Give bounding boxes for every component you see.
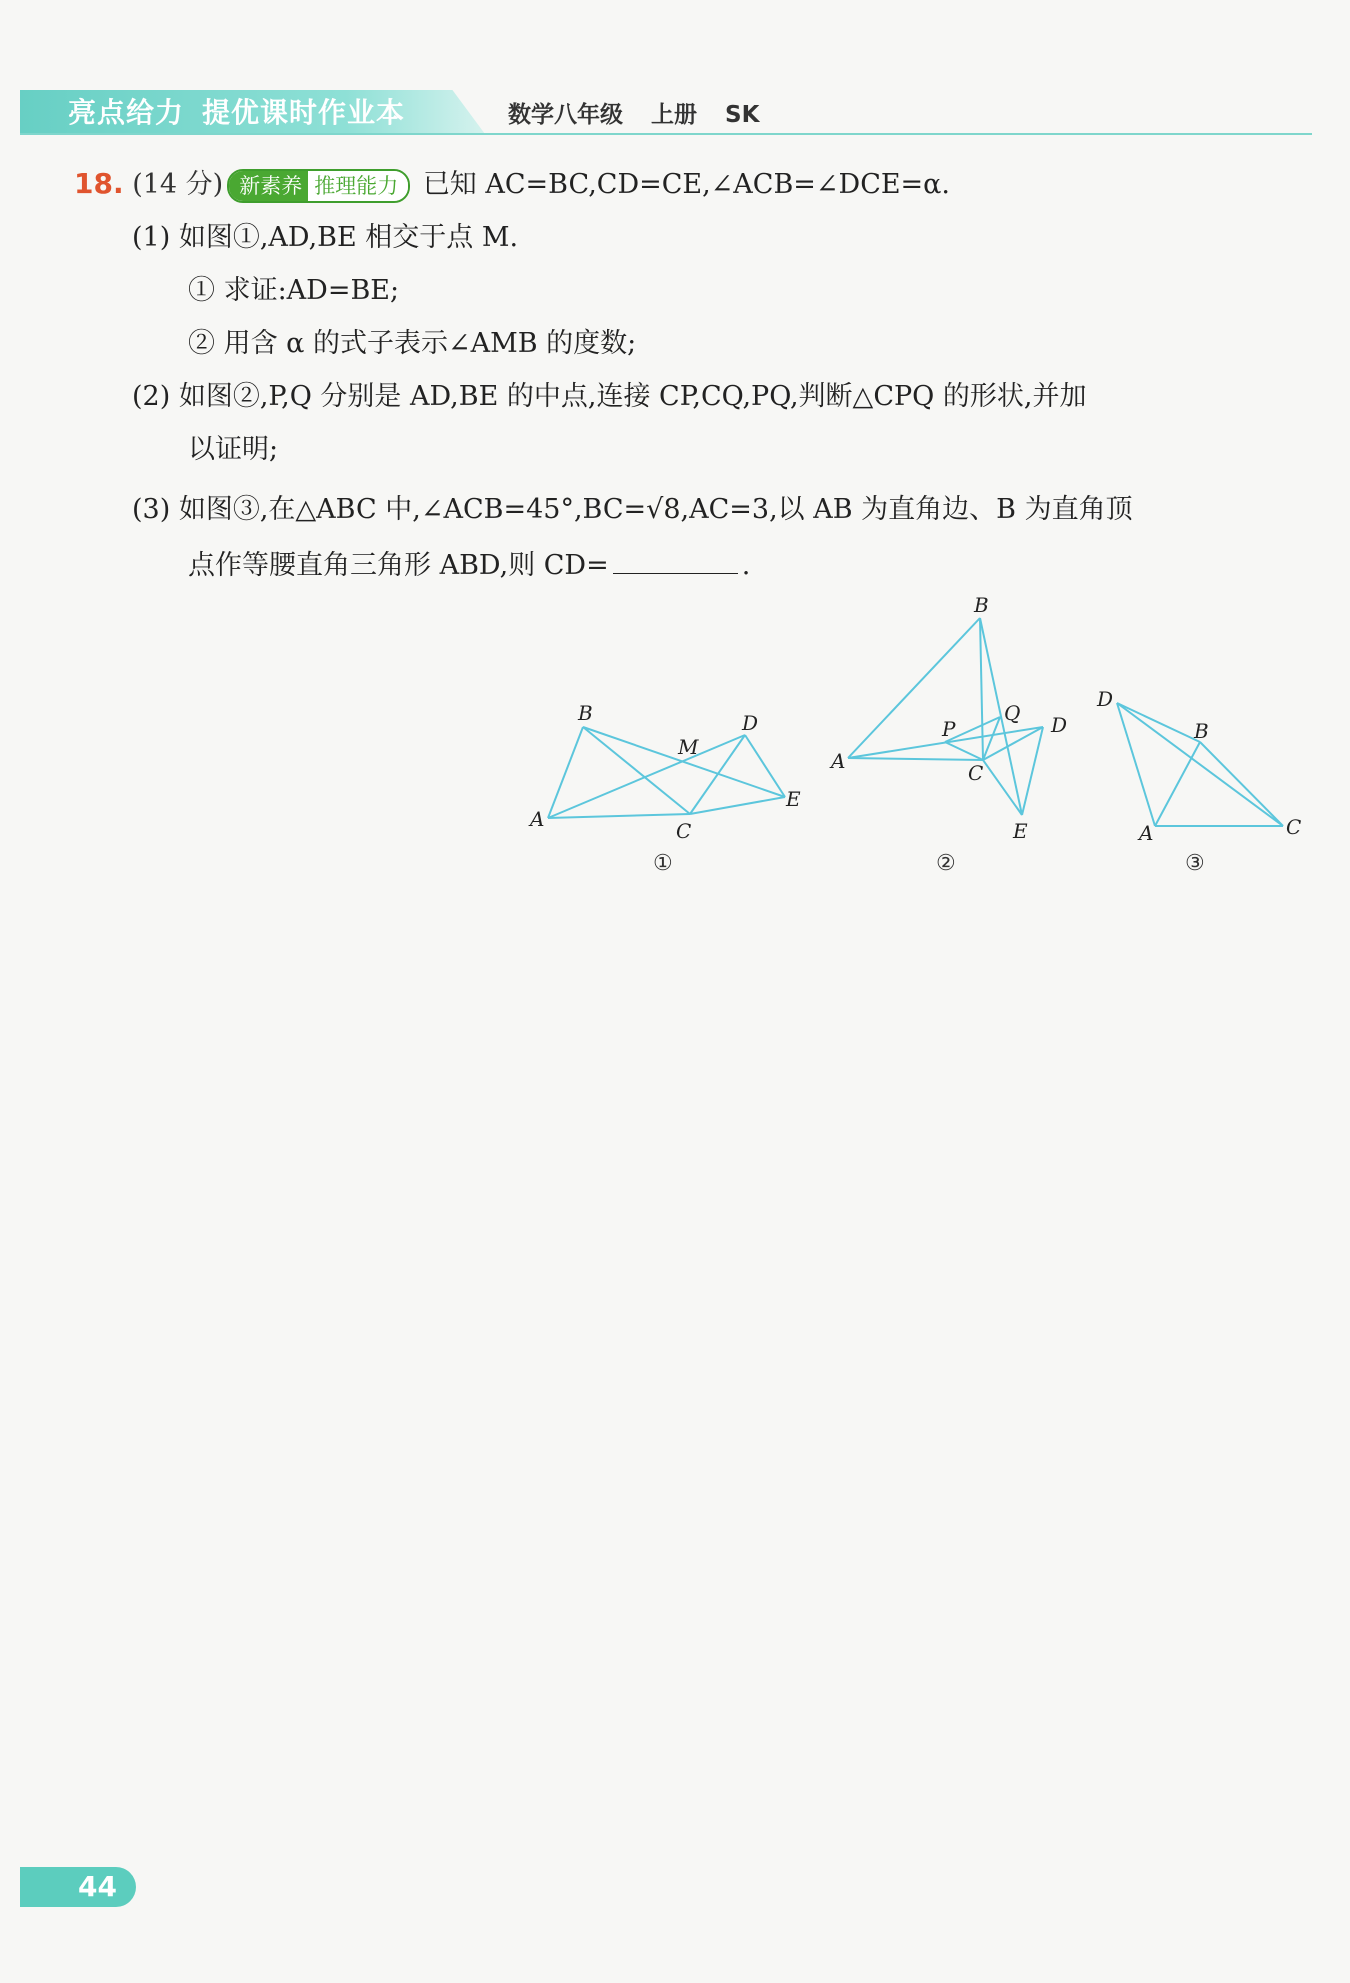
label-b-1: B (578, 701, 593, 725)
seg-de-1 (745, 735, 785, 797)
label-e-2: E (1013, 819, 1028, 843)
seg-bc-2 (980, 618, 983, 760)
label-d-1: D (742, 711, 759, 735)
part-3: (3) 如图③,在△ABC 中,∠ACB=45°,BC=√8,AC=3,以 AB 为直角边、B 为直角顶 (132, 494, 1133, 525)
seg-bc-1 (583, 727, 690, 814)
subject-grade: 数学八年级 (508, 102, 623, 128)
label-c-2: C (968, 761, 984, 785)
label-a-1: A (530, 807, 545, 831)
part-3-cont-text: 点作等腰直角三角形 ABD,则 CD= (188, 550, 609, 581)
seg-ad-3 (1117, 703, 1155, 826)
page-number: 44 (78, 1870, 117, 1903)
badge-reasoning: 推理能力 (308, 171, 408, 201)
label-c-3: C (1286, 815, 1302, 839)
question-number: 18. (74, 167, 124, 200)
figure-2 (829, 593, 1067, 876)
label-b-2: B (974, 593, 989, 617)
seg-ab-3 (1155, 742, 1200, 826)
seg-ab-2 (848, 618, 980, 758)
label-d-2: D (1051, 713, 1068, 737)
figure-3 (1096, 687, 1301, 876)
brand-name: 亮点给力 (68, 96, 185, 129)
label-b-3: B (1194, 719, 1209, 743)
question-premise: 已知 AC=BC,CD=CE,∠ACB=∠DCE=α. (422, 169, 950, 200)
label-a-3: A (1139, 821, 1154, 845)
figure-1 (528, 701, 801, 876)
label-q-2: Q (1004, 701, 1021, 725)
label-p-2: P (942, 717, 956, 741)
seg-cp-2 (945, 742, 983, 760)
subject-edition: SK (725, 102, 760, 128)
part-2-cont: 以证明; (188, 434, 279, 465)
question-score: (14 分) (132, 169, 224, 200)
label-m-1: M (678, 735, 699, 759)
seg-bd-3 (1117, 703, 1200, 742)
seg-ac-2 (848, 758, 983, 760)
part-2: (2) 如图②,P,Q 分别是 AD,BE 的中点,连接 CP,CQ,PQ,判断△CPQ 的形状,并加 (132, 381, 1087, 412)
brand-series: 提优课时作业本 (202, 96, 406, 129)
seg-de-2 (1022, 727, 1043, 815)
figure-2-caption: ② (936, 851, 956, 876)
seg-ab-1 (548, 727, 583, 818)
label-c-1: C (676, 819, 692, 843)
part-1-sub-2: ② 用含 α 的式子表示∠AMB 的度数; (188, 328, 637, 359)
seg-ce-1 (690, 797, 785, 814)
part-3-end: . (741, 550, 751, 581)
part-1: (1) 如图①,AD,BE 相交于点 M. (132, 222, 519, 253)
seg-bc-3 (1200, 742, 1283, 826)
subject-volume: 上册 (651, 102, 697, 128)
figure-3-caption: ③ (1185, 851, 1205, 876)
part-1-sub-1: ① 求证:AD=BE; (188, 275, 400, 306)
label-e-1: E (786, 787, 801, 811)
badge-new-literacy: 新素养 (229, 171, 308, 201)
label-a-2: A (831, 749, 846, 773)
label-d-3: D (1097, 687, 1114, 711)
figure-1-caption: ① (653, 851, 673, 876)
seg-ac-1 (548, 814, 690, 818)
